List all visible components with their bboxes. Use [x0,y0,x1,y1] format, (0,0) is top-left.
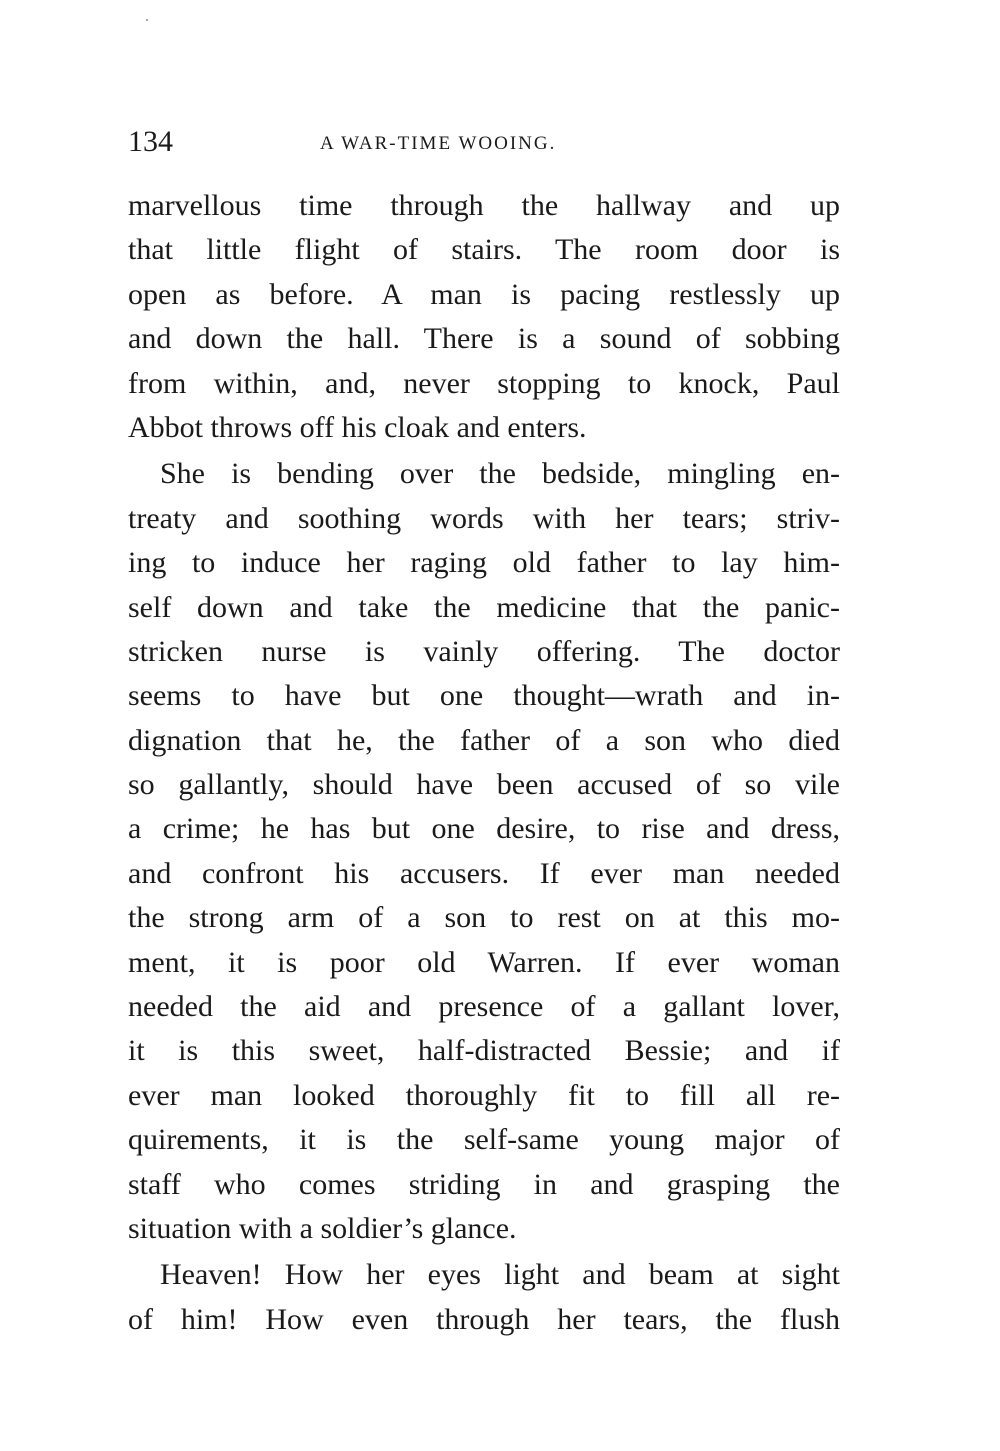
paragraph-2 [128,452,840,1251]
body-text [128,184,840,1342]
text-line: She is bending over the bedside, mingling en- [160,457,840,491]
text-line: from within, and, never stopping to knock, Paul [128,366,840,400]
page-number: 134 [128,125,173,158]
text-line: stricken nurse is vainly offering. The doctor [128,634,840,668]
text-line: needed the aid and presence of a gallant lover, [128,990,840,1024]
text-line: ment, it is poor old Warren. If ever woman [128,945,840,979]
text-line: and down the hall. There is a sound of sobbing [128,322,840,356]
text-line: so gallantly, should have been accused of so vile [128,768,840,802]
text-line: seems to have but one thought—wrath and in- [128,679,840,713]
text-line: the strong arm of a son to rest on at this mo- [128,901,840,935]
paragraph-1 [128,184,840,450]
text-line: staff who comes striding in and grasping the [128,1167,840,1201]
text-line: of him! How even through her tears, the flush [128,1302,840,1336]
text-line: that little flight of stairs. The room door is [128,233,840,267]
text-line: quirements, it is the self-same young major of [128,1123,840,1157]
text-line: self down and take the medicine that the panic- [128,590,840,624]
text-line: it is this sweet, half-distracted Bessie; and if [128,1034,840,1068]
text-line: a crime; he has but one desire, to rise and dress, [128,812,840,846]
text-line: situation with a soldier’s glance. [128,1211,517,1245]
running-head [128,124,840,164]
text-line: ever man looked thoroughly fit to fill all re- [128,1078,840,1112]
text-line: treaty and soothing words with her tears; striv- [128,501,840,535]
paragraph-3 [128,1253,840,1342]
text-line: dignation that he, the father of a son who died [128,723,840,757]
running-title: A WAR-TIME WOOING. [320,133,557,154]
text-line: Heaven! How her eyes light and beam at sight [160,1258,840,1292]
text-line: marvellous time through the hallway and up [128,189,840,222]
text-line: and confront his accusers. If ever man needed [128,856,840,890]
text-line: ing to induce her raging old father to lay him- [128,546,840,580]
text-line: Abbot throws off his cloak and enters. [128,410,587,444]
print-speck [146,19,148,21]
text-line: open as before. A man is pacing restlessly up [128,277,840,311]
